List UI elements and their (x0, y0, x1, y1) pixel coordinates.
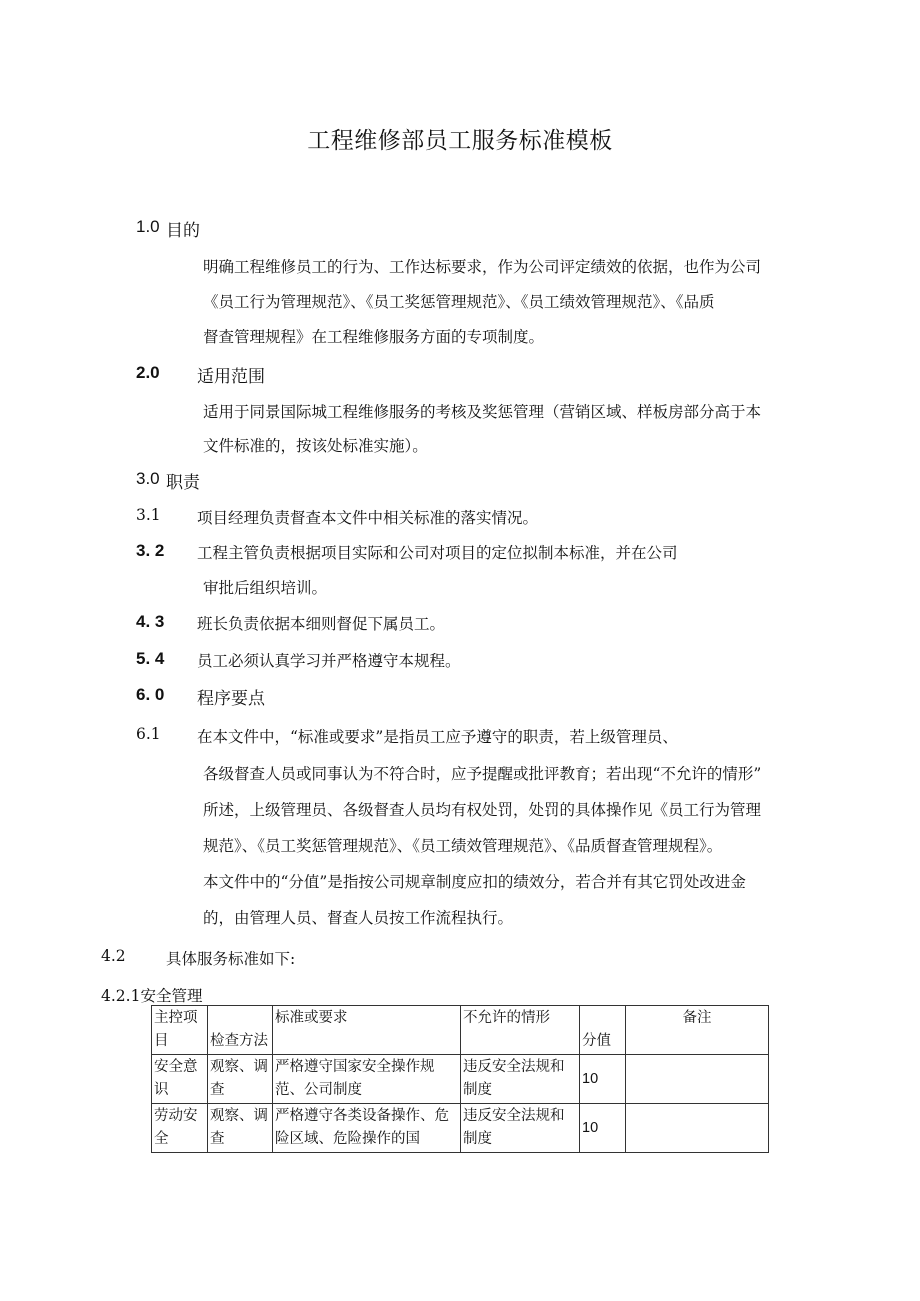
cell-main-item: 安全意识 (152, 1055, 208, 1104)
cell-not-allowed: 违反安全法规和制度 (461, 1104, 580, 1153)
procedure-item-text: 在本文件中，“标准或要求”是指员工应予遵守的职责，若上级管理员、 (197, 728, 678, 746)
procedure-line: 各级督查人员或同事认为不符合时，应予提醒或批评教育；若出现“不允许的情形” (203, 765, 762, 783)
duty-item-text: 员工必须认真学习并严格遵守本规程。 (197, 652, 461, 670)
duty-item-text: 工程主管负责根据项目实际和公司对项目的定位拟制本标准，并在公司 (197, 544, 678, 562)
header-method: 检查方法 (208, 1006, 273, 1055)
table-caption: 4.2.1安全管理 (101, 987, 203, 1005)
cell-remark (626, 1104, 769, 1153)
procedure-line: 本文件中的“分值”是指按公司规章制度应扣的绩效分，若合并有其它罚处改进金 (203, 873, 746, 891)
duty-item-number: 4. 3 (136, 612, 165, 631)
duty-item-number: 3.1 (136, 506, 161, 524)
duty-item-number: 5. 4 (136, 649, 165, 668)
section-1-line: 督查管理规程》在工程维修服务方面的专项制度。 (203, 328, 545, 346)
section-1-line: 明确工程维修员工的行为、工作达标要求，作为公司评定绩效的依据，也作为公司 (203, 258, 762, 276)
page-title: 工程维修部员工服务标准模板 (307, 128, 613, 154)
cell-score: 10 (580, 1104, 626, 1153)
section-6-number: 6. 0 (136, 685, 165, 704)
section-2-heading: 适用范围 (197, 367, 265, 387)
section-3-number: 3.0 (136, 469, 160, 488)
section-1-heading: 目的 (166, 221, 200, 241)
cell-remark (626, 1055, 769, 1104)
cell-main-item: 劳动安全 (152, 1104, 208, 1153)
procedure-line: 所述，上级管理员、各级督查人员均有权处罚，处罚的具体操作见《员工行为管理 (203, 801, 762, 819)
duty-item-number: 3. 2 (136, 541, 165, 560)
duty-item-text: 项目经理负责督查本文件中相关标准的落实情况。 (197, 509, 539, 527)
section-1-line: 《员工行为管理规范》、《员工奖惩管理规范》、《员工绩效管理规范》、《品质 (203, 293, 715, 311)
cell-method: 观察、调查 (208, 1055, 273, 1104)
table-row (152, 1055, 769, 1104)
procedure-line: 的，由管理人员、督查人员按工作流程执行。 (203, 909, 514, 927)
subsection-number: 4.2 (101, 947, 126, 965)
cell-standard: 严格遵守各类设备操作、危险区域、危险操作的国 (273, 1104, 461, 1153)
table-row (152, 1104, 769, 1153)
table-header-row (152, 1006, 769, 1055)
section-2-line: 文件标准的，按该处标准实施）。 (203, 437, 428, 455)
section-3-heading: 职责 (166, 473, 200, 493)
safety-management-table (151, 1005, 769, 1153)
header-not-allowed: 不允许的情形 (461, 1006, 580, 1055)
procedure-line: 规范》、《员工奖惩管理规范》、《员工绩效管理规范》、《品质督查管理规程》。 (203, 837, 723, 855)
header-main-item: 主控项目 (152, 1006, 208, 1055)
duty-item-continuation: 审批后组织培训。 (203, 579, 328, 597)
header-standard: 标准或要求 (273, 1006, 461, 1055)
subsection-text: 具体服务标准如下: (166, 950, 296, 968)
procedure-item-number: 6.1 (136, 725, 161, 743)
cell-not-allowed: 违反安全法规和制度 (461, 1055, 580, 1104)
section-1-number: 1.0 (136, 217, 160, 236)
header-score: 分值 (580, 1006, 626, 1055)
header-remark: 备注 (626, 1006, 769, 1055)
section-2-number: 2.0 (136, 363, 160, 382)
cell-standard: 严格遵守国家安全操作规范、公司制度 (273, 1055, 461, 1104)
section-2-line: 适用于同景国际城工程维修服务的考核及奖惩管理（营销区域、样板房部分高于本 (203, 403, 762, 421)
duty-item-text: 班长负责依据本细则督促下属员工。 (197, 615, 446, 633)
cell-score: 10 (580, 1055, 626, 1104)
cell-method: 观察、调查 (208, 1104, 273, 1153)
section-6-heading: 程序要点 (197, 689, 265, 709)
